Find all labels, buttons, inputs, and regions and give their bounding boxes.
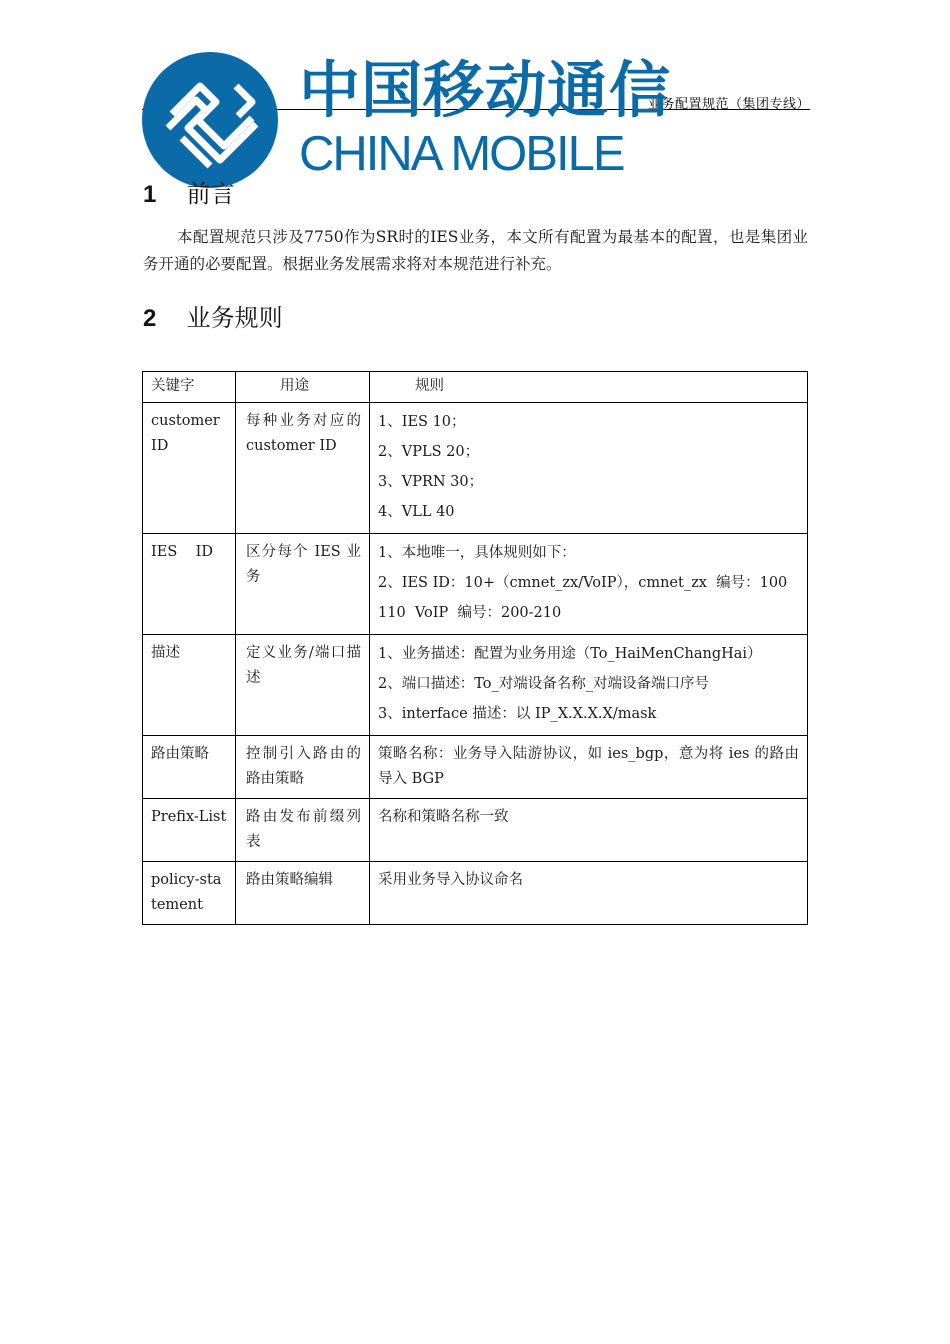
document-title: 业务配置规范（集团专线） bbox=[647, 97, 810, 112]
section-1-title: 前言 bbox=[186, 180, 235, 208]
logo-english-text: CHINA MOBILE bbox=[299, 127, 624, 181]
table-row bbox=[143, 534, 808, 635]
rule-line: 1、本地唯一，具体规则如下： bbox=[378, 545, 576, 561]
row-usage: 路由策略编辑 bbox=[236, 862, 370, 925]
row-usage: 区分每个 IES 业务 bbox=[236, 534, 370, 635]
rule-line: 1、IES 10； bbox=[378, 414, 466, 430]
table-header-usage: 用途 bbox=[236, 372, 370, 403]
business-rules-table bbox=[142, 371, 808, 925]
section-2-title: 业务规则 bbox=[186, 304, 283, 332]
rule-line: 2、端口描述：To_对端设备名称_对端设备端口序号 bbox=[378, 676, 709, 692]
table-row bbox=[143, 635, 808, 736]
section-2-heading bbox=[143, 298, 283, 333]
section-1-heading bbox=[143, 174, 235, 209]
table-row bbox=[143, 862, 808, 925]
row-keyword: IES ID bbox=[143, 534, 236, 635]
rule-line: 3、interface 描述：以 IP_X.X.X.X/mask bbox=[378, 706, 657, 722]
row-keyword: Prefix-List bbox=[143, 799, 236, 862]
preface-paragraph: 本配置规范只涉及7750作为SR时的IES业务，本文所有配置为最基本的配置，也是集团业务开通的必要配置。根据业务发展需求将对本规范进行补充。 bbox=[143, 228, 808, 273]
rule-line: 4、VLL 40 bbox=[378, 504, 455, 520]
logo-chinese-text: 中国移动通信 bbox=[299, 55, 672, 126]
row-rules bbox=[370, 635, 808, 736]
table-row bbox=[143, 736, 808, 799]
row-rules bbox=[370, 403, 808, 534]
row-keyword: 路由策略 bbox=[143, 736, 236, 799]
rule-line: 2、VPLS 20； bbox=[378, 444, 480, 460]
table-header-keyword: 关键字 bbox=[143, 372, 236, 403]
rule-line: 3、VPRN 30； bbox=[378, 474, 484, 490]
table-row bbox=[143, 403, 808, 534]
section-1-number: 1 bbox=[143, 181, 157, 208]
china-mobile-logo bbox=[142, 52, 672, 188]
row-rules: 采用业务导入协议命名 bbox=[370, 862, 808, 925]
row-usage: 路由发布前缀列表 bbox=[236, 799, 370, 862]
rule-line: 2、IES ID：10+（cmnet_zx/VoIP），cmnet_zx 编号：100 110 VoIP 编号：200-210 bbox=[378, 575, 806, 621]
row-usage: 每种业务对应的customer ID bbox=[236, 403, 370, 534]
row-usage: 控制引入路由的路由策略 bbox=[236, 736, 370, 799]
table-header-row bbox=[143, 372, 808, 403]
row-rules: 名称和策略名称一致 bbox=[370, 799, 808, 862]
row-keyword: customer ID bbox=[143, 403, 236, 534]
row-keyword: 描述 bbox=[143, 635, 236, 736]
row-rules: 策略名称：业务导入陆游协议，如 ies_bgp，意为将 ies 的路由导入 BGP bbox=[370, 736, 808, 799]
table-row bbox=[143, 799, 808, 862]
row-usage: 定义业务/端口描述 bbox=[236, 635, 370, 736]
table-header-rules: 规则 bbox=[370, 372, 808, 403]
rule-line: 1、业务描述：配置为业务用途（To_HaiMenChangHai） bbox=[378, 646, 762, 662]
section-2-number: 2 bbox=[143, 305, 157, 332]
row-rules bbox=[370, 534, 808, 635]
row-keyword: policy-statement bbox=[143, 862, 236, 925]
china-mobile-emblem-icon bbox=[142, 52, 278, 188]
